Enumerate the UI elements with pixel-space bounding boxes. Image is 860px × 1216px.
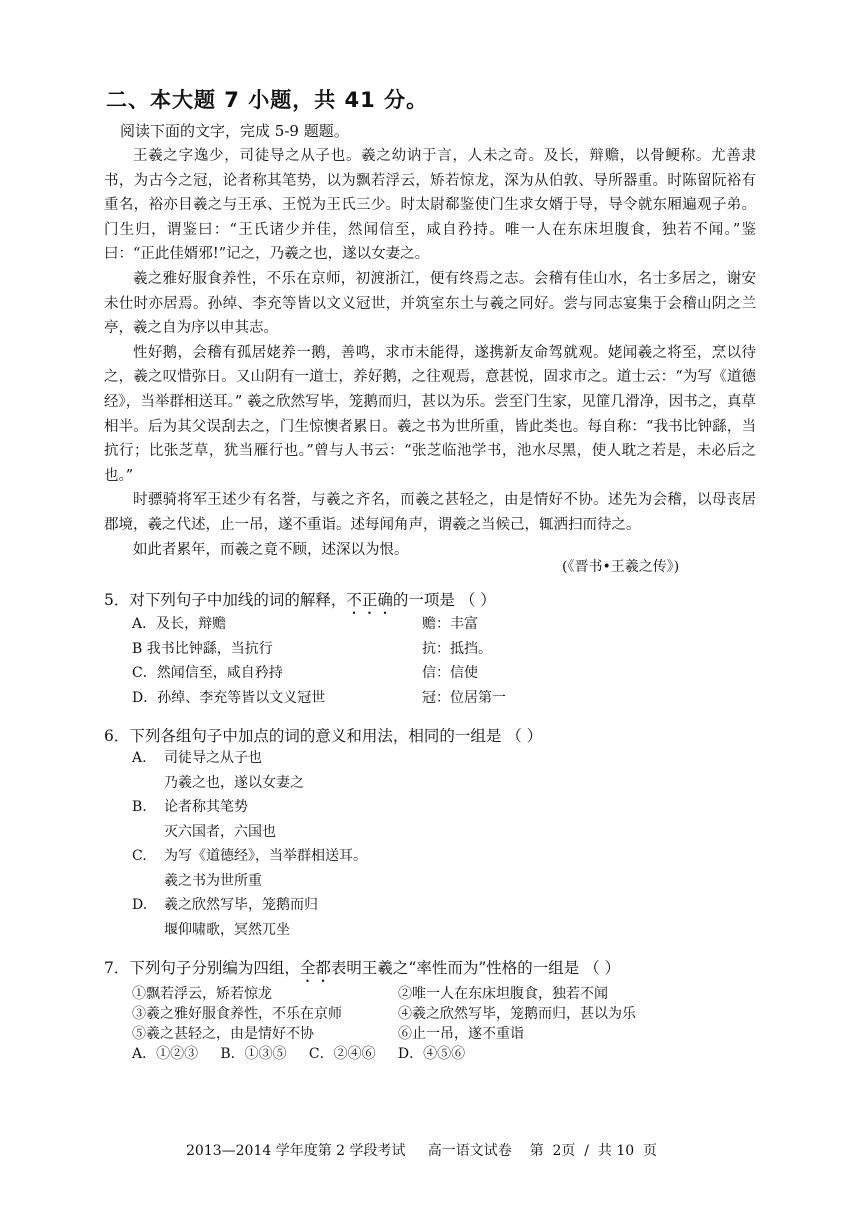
q5-option-c: C．然闻信至，咸自矜持 信：信使 (132, 665, 478, 681)
passage-paragraph-4: 时骠骑将军王述少有名誉，与羲之齐名，而羲之甚轻之，由是情好不协。述先为会稽，以母丧居郡境，羲之代述，止一吊，遂不重诣。述每闻角声，谓羲之当候己，辄洒扫而待之。 (104, 492, 756, 533)
q5-stem-end: 的一项是 （ ） (392, 591, 496, 609)
question-7-items (132, 984, 636, 1064)
question-6-options (132, 746, 367, 942)
q5-stem-start: 5．对下列句子中加线的词的解释， (104, 591, 347, 609)
q6-group-d: D. 羲之欣然写毕，笼鹅而归 (132, 897, 318, 913)
page-footer: 2013—2014 学年度第 2 学段考试 高一语文试卷 第 2页 / 共 10 页 (186, 1143, 658, 1159)
passage-paragraph-3: 性好鹅，会稽有孤居姥养一鹅，善鸣，求市未能得，遂携新友命驾就观。姥闻羲之将至，烹以待之，羲之叹惜弥日。又山阴有一道士，养好鹅，之往观焉，意甚悦，固求市之。道士云：“为写《道德经》，当举群相送耳。” 羲之欣然写毕，笼鹅而归，甚以为乐。尝至门生家，见篚几滑净，因书之，真草相半。后为其父误刮去之，门生惊懊者累日。羲之书为世所重，皆此类也。每自称：“我书比钟繇，当抗行；比张芝草，犹当雁行也。”曾与人书云：“张芝临池学书，池水尽黑，使人耽之若是，未必后之也。” (104, 344, 756, 484)
q7-answer-options: A．①②③ B．①③⑤ C．②④⑥ D．④⑤⑥ (132, 1046, 466, 1062)
passage-paragraph-5: 如此者累年，而羲之竟不顾，述深以为恨。 (133, 541, 409, 558)
q6-stem: 6．下列各组句子中加点的词的意义和用法，相同的一组是 （ ） (104, 727, 543, 745)
q7-stem-emphasis: 全都 (299, 959, 331, 977)
q7-items-row-1: ①飘若浮云，矫若惊龙 ②唯一人在东床坦腹食，独若不闻 (132, 986, 608, 1002)
q7-items-row-2: ③羲之雅好服食养性，不乐在京师 ④羲之欣然写毕，笼鹅而归，甚以为乐 (132, 1006, 636, 1022)
q5-option-b: B 我书比钟繇，当抗行 抗：抵挡。 (132, 640, 492, 657)
q6-group-b-line2: 灭六国者，六国也 (164, 823, 276, 840)
passage-paragraph-1: 王羲之字逸少，司徒导之从子也。羲之幼讷于言，人未之奇。及长，辩赡，以骨鲠称。尤善隶书，为古今之冠，论者称其笔势，以为飘若浮云，矫若惊龙，深为从伯敦、导所器重。时陈留阮裕有重名，裕亦目羲之与王承、王悦为王氏三少。时太尉郗鉴使门生求女婿于导，导令就东厢遍观子弟。门生归，谓鉴曰：“王氏诸少并佳，然闻信至，咸自矜持。唯一人在东床坦腹食，独若不闻。”鉴曰：“正此佳婿邪!”记之，乃羲之也，遂以女妻之。 (104, 148, 756, 263)
reading-instruction: 阅读下面的文字，完成 5-9 题题。 (120, 122, 349, 140)
passage-paragraph-2: 羲之雅好服食养性，不乐在京师，初渡浙江，便有终焉之志。会稽有佳山水，名士多居之，谢安未仕时亦居焉。孙绰、李充等皆以文义冠世，并筑室东土与羲之同好。尝与同志宴集于会稽山阴之兰亭，羲之自为序以申其志。 (104, 270, 756, 337)
question-5-options (132, 612, 506, 710)
q6-group-c: C. 为写《道德经》，当举群相送耳。 (132, 848, 367, 864)
question-7-stem (104, 956, 620, 986)
q5-option-d: D．孙绰、李充等皆以文义冠世 冠：位居第一 (132, 689, 506, 706)
q5-stem-emphasis: 不正确 (346, 591, 393, 609)
q6-group-a: A. 司徒导之从子也 (132, 750, 262, 766)
q7-stem-start: 7．下列句子分别编为四组， (104, 959, 300, 977)
q6-group-d-line2: 堰仰啸歌，冥然兀坐 (164, 921, 290, 938)
q7-items-row-3: ⑤羲之甚轻之，由是情好不协 ⑥止一吊，遂不重诣 (132, 1026, 524, 1042)
q6-group-a-line2: 乃羲之也，遂以女妻之 (164, 774, 304, 791)
section-title: 二、本大题 7 小题，共 41 分。 (106, 88, 429, 112)
question-6-stem (104, 724, 542, 746)
q6-group-b: B. 论者称其笔势 (132, 799, 248, 815)
classical-passage (104, 144, 756, 562)
q7-stem-end: 表明王羲之“率性而为”性格的一组是 （ ） (330, 959, 621, 977)
q5-option-a: A．及长，辩赡 赡：丰富 (132, 616, 478, 632)
passage-source: (《晋书•王羲之传》) (562, 559, 680, 575)
q6-group-c-line2: 羲之书为世所重 (164, 872, 262, 889)
